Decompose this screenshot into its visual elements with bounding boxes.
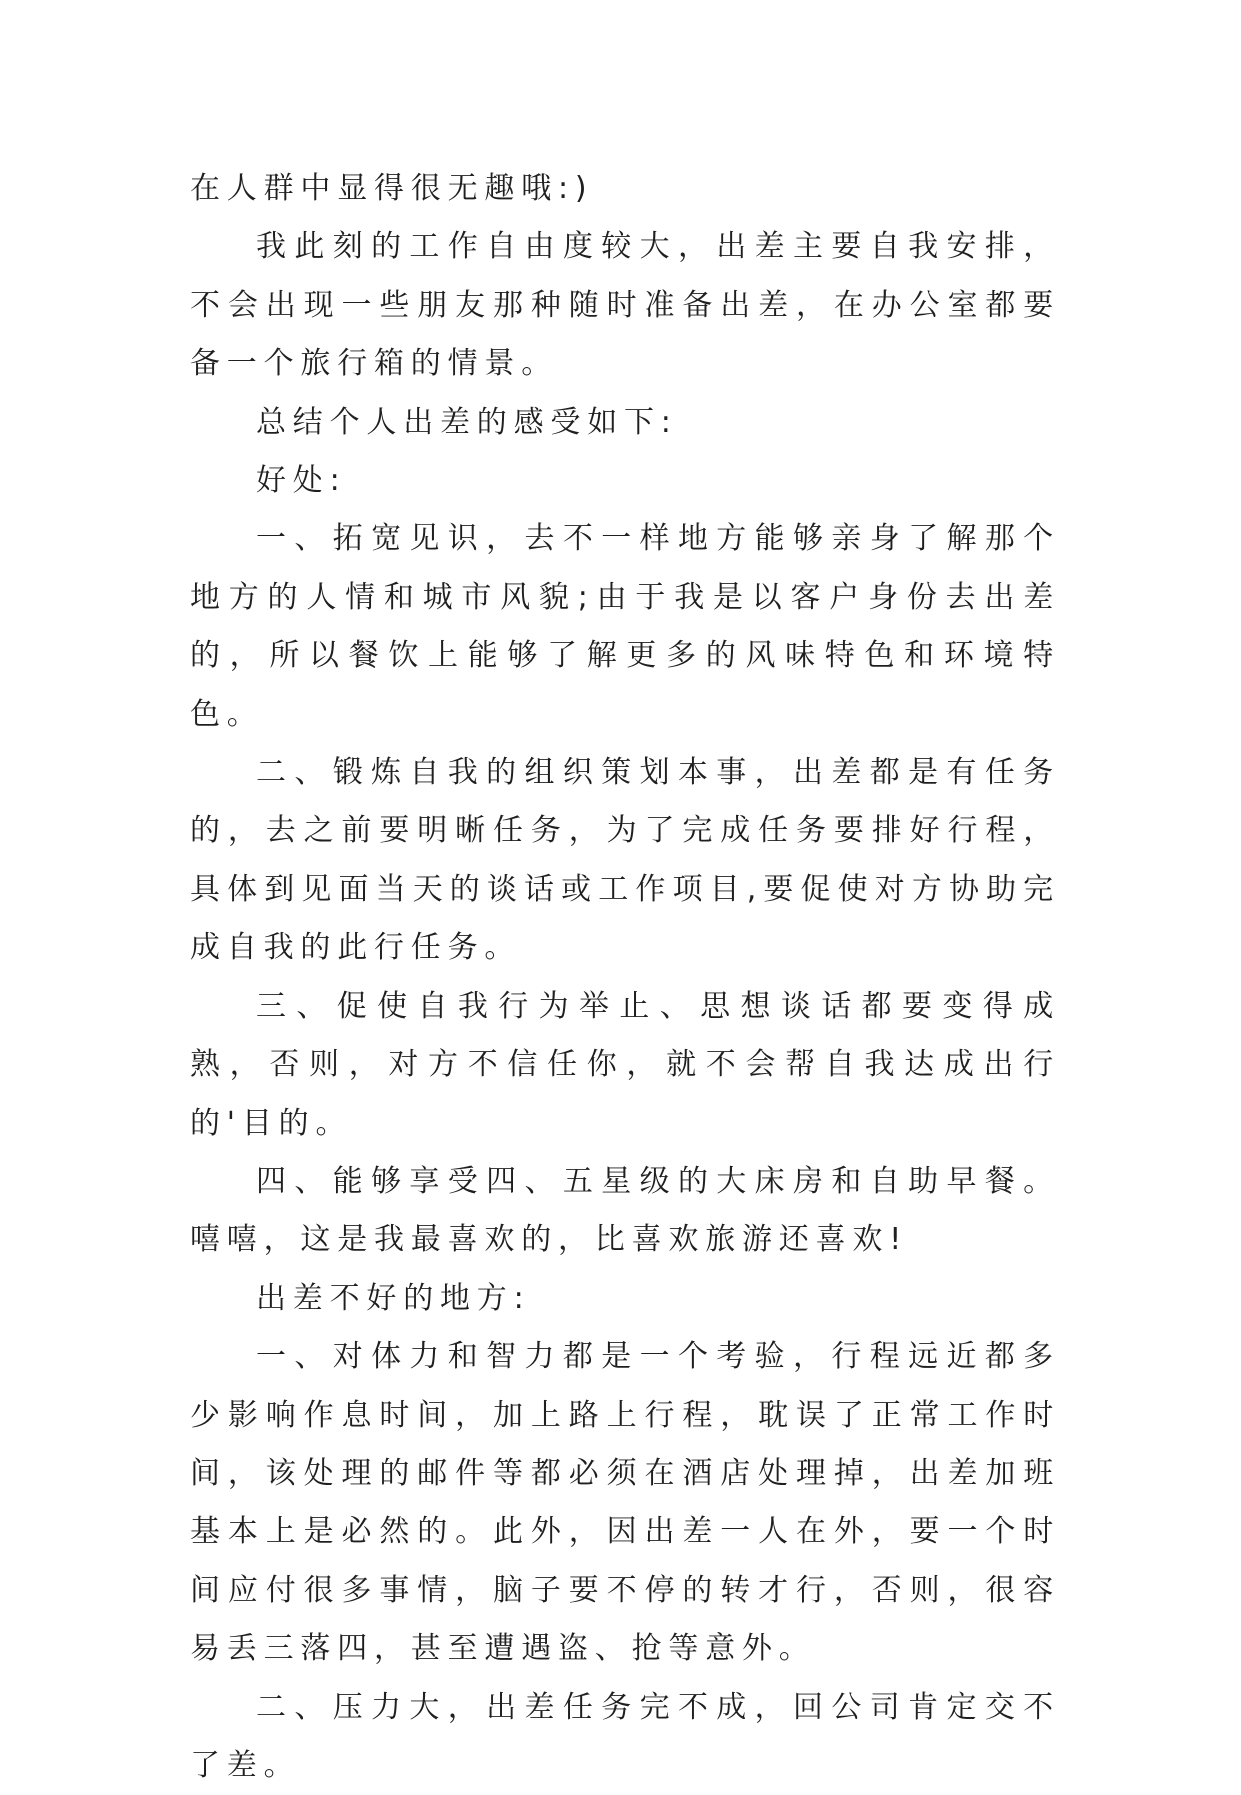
paragraph-2: 我此刻的工作自由度较大，出差主要自我安排，不会出现一些朋友那种随时准备出差，在办公室都要备一个旅行箱的情景。 [190,229,1060,382]
paragraph-8: 四、能够享受四、五星级的大床房和自助早餐。嘻嘻，这是我最喜欢的，比喜欢旅游还喜欢! [190,1163,1060,1258]
paragraph-11: 二、压力大，出差任务完不成，回公司肯定交不了差。 [190,1689,1060,1783]
paragraph-5: 一、拓宽见识，去不一样地方能够亲身了解那个地方的人情和城市风貌;由于我是以客户身份去出差的，所以餐饮上能够了解更多的风味特色和环境特色。 [190,521,1060,732]
paragraph-10: 一、对体力和智力都是一个考验，行程远近都多少影响作息时间，加上路上行程，耽误了正常工作时间，该处理的邮件等都必须在酒店处理掉，出差加班基本上是必然的。此外，因出差一人在外，要一个时间应付很多事情，脑子要不停的转才行，否则，很容易丢三落四，甚至遭遇盗、抢等意外。 [190,1339,1060,1667]
paragraph-6: 二、锻炼自我的组织策划本事，出差都是有任务的，去之前要明晰任务，为了完成任务要排好行程，具体到见面当天的谈话或工作项目,要促使对方协助完成自我的此行任务。 [190,755,1060,966]
paragraph-1: 在人群中显得很无趣哦:) [190,171,594,206]
paragraph-3: 总结个人出差的感受如下: [256,404,678,440]
paragraph-9: 出差不好的地方: [256,1280,531,1316]
paragraph-4: 好处: [256,463,347,499]
document-body [190,160,1060,1795]
paragraph-7: 三、促使自我行为举止、思想谈话都要变得成熟，否则，对方不信任你，就不会帮自我达成出行的'目的。 [190,988,1060,1141]
